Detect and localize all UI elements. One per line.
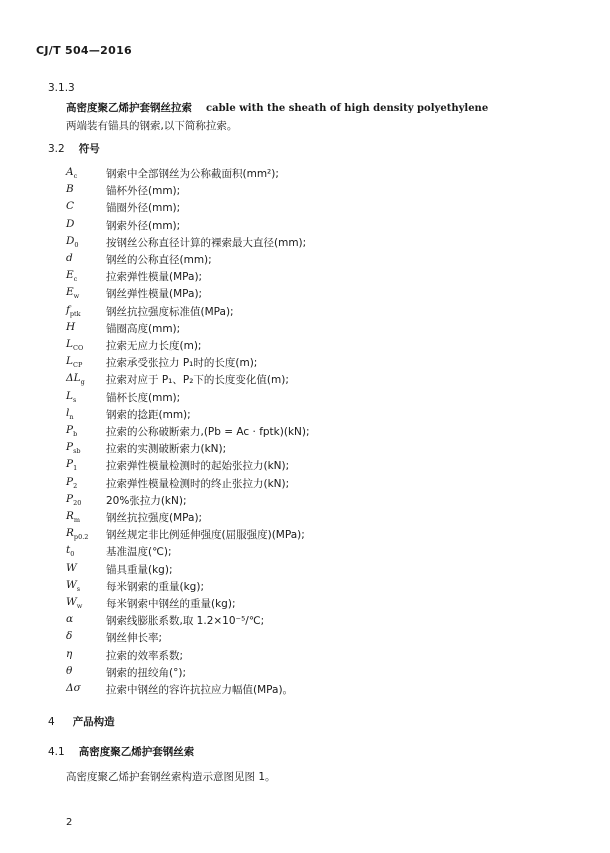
section-heading-4	[48, 714, 115, 729]
symbol-main: R	[66, 527, 74, 540]
symbol-main: W	[66, 578, 77, 591]
section-number: 4	[48, 716, 55, 728]
symbol-subscript: s	[76, 584, 81, 593]
symbol	[66, 321, 106, 335]
symbol	[66, 269, 106, 283]
symbol-description: 锚圈高度(mm);	[106, 322, 181, 335]
symbol-subscript: 20	[73, 498, 82, 507]
section-4-1-text: 高密度聚乙烯护套钢丝索构造示意图见图 1。	[66, 771, 276, 783]
symbol-main: P	[66, 475, 74, 488]
symbol-description: 钢索中全部钢丝为公称截面积(mm²);	[106, 168, 279, 180]
document-header: CJ/T 504—2016	[36, 44, 132, 57]
symbol-description: 拉索的公称破断索力,(Pb = Ac · fptk)(kN);	[106, 426, 310, 438]
symbol-description: 钢索的扭绞角(°);	[106, 666, 186, 679]
symbol-main: D	[66, 234, 75, 247]
symbol-description: 钢丝的公称直径(mm);	[106, 254, 212, 266]
symbol-description: 拉索弹性模量(MPa);	[106, 271, 203, 284]
symbol-subscript: s	[72, 395, 77, 404]
symbol-main: P	[66, 458, 74, 471]
symbol-main: P	[66, 424, 74, 436]
term-heading	[66, 100, 488, 115]
symbol-subscript: CP	[72, 361, 83, 370]
symbol-description: 拉索的实测破断索力(kN);	[106, 443, 227, 456]
symbol-description: 拉索弹性模量检测时的终止张拉力(kN);	[106, 477, 290, 490]
symbol-description: 钢丝规定非比例延伸强度(屈服强度)(MPa);	[106, 529, 305, 542]
term-english: cable with the sheath of high density polyethylene	[206, 103, 489, 114]
symbol	[66, 476, 106, 490]
symbol-subscript: m	[73, 516, 81, 525]
symbol-description: 锚圈外径(mm);	[106, 202, 181, 215]
section-number-3-1-3: 3.1.3	[48, 82, 75, 94]
symbol	[66, 338, 106, 352]
symbol-main: Δσ	[66, 682, 81, 694]
symbol	[66, 458, 106, 472]
symbol	[66, 286, 106, 300]
symbol-description: 钢丝抗拉强度标准值(MPa);	[106, 305, 234, 318]
symbol-main: E	[66, 269, 74, 282]
symbol	[66, 596, 106, 610]
symbol	[66, 355, 106, 369]
symbol-subscript: c	[73, 172, 78, 181]
symbol-description: 锚杯外径(mm);	[106, 185, 181, 198]
symbol-subscript: 2	[73, 481, 78, 490]
symbol-subscript: g	[80, 378, 85, 387]
symbol	[66, 544, 106, 558]
symbol-main: L	[66, 389, 73, 402]
symbol-main: R	[66, 510, 74, 522]
section-heading-4-1	[48, 744, 194, 759]
symbol-main: ΔL	[66, 372, 81, 385]
section-title: 符号	[78, 143, 100, 155]
symbol-description: 拉索对应于 P₁、P₂下的长度变化值(m);	[106, 374, 289, 387]
symbol	[66, 372, 106, 386]
symbol-main: H	[66, 320, 76, 333]
symbol	[66, 218, 106, 232]
symbol	[66, 390, 106, 404]
symbol	[66, 235, 106, 249]
symbol	[66, 579, 106, 593]
symbol	[66, 630, 106, 644]
symbol-subscript: sb	[73, 447, 81, 456]
symbol-description: 钢丝弹性模量(MPa);	[106, 288, 203, 301]
symbol	[66, 510, 106, 524]
symbol-subscript: b	[73, 430, 78, 439]
symbol-subscript: c	[73, 275, 78, 284]
symbol-description: 每米钢索中钢丝的重量(kg);	[106, 598, 236, 610]
symbol-subscript: 0	[74, 240, 79, 249]
symbol-main: l	[66, 406, 70, 419]
symbol-main: A	[66, 166, 74, 178]
symbol-main: C	[66, 200, 75, 213]
symbol-description: 钢丝抗拉强度(MPa);	[106, 512, 203, 524]
symbol-subscript: 0	[70, 550, 75, 559]
symbol-description: 钢索线膨胀系数,取 1.2×10⁻⁵/℃;	[106, 615, 265, 628]
symbol-main: L	[66, 355, 73, 368]
symbol-main: L	[66, 338, 73, 350]
symbol	[66, 493, 106, 507]
symbol-description: 锚具重量(kg);	[106, 563, 173, 576]
symbol-main: D	[66, 217, 75, 230]
symbol-main: P	[66, 441, 74, 454]
symbol-main: B	[66, 183, 74, 196]
symbol-main: α	[66, 613, 74, 626]
symbol-main: E	[66, 286, 74, 299]
symbol	[66, 613, 106, 627]
symbol	[66, 183, 106, 197]
symbol-description: 拉索承受张拉力 P₁时的长度(m);	[106, 357, 258, 370]
symbol	[66, 200, 106, 214]
symbol-main: f	[66, 303, 70, 316]
symbol-subscript: w	[73, 292, 80, 301]
section-title: 产品构造	[72, 716, 115, 728]
symbol-description: 钢索外径(mm);	[106, 219, 181, 232]
section-number: 4.1	[48, 746, 65, 758]
symbol-description: 拉索的效率系数;	[106, 649, 184, 662]
symbol-main: η	[66, 647, 73, 660]
symbol-description: 拉索无应力长度(m);	[106, 340, 202, 352]
symbol-subscript: ptk	[69, 309, 81, 318]
term-chinese: 高密度聚乙烯护套钢丝拉索	[66, 102, 192, 114]
page-number: 2	[66, 817, 73, 828]
symbol-description: 锚杯长度(mm);	[106, 391, 181, 404]
symbol-main: δ	[66, 630, 73, 643]
symbol	[66, 562, 106, 576]
term-definition: 两端装有锚具的钢索,以下简称拉索。	[66, 120, 238, 132]
symbol-description: 钢索的捻距(mm);	[106, 408, 191, 421]
symbol	[66, 424, 106, 438]
symbol-description: 拉索中钢丝的容许抗拉应力幅值(MPa)。	[106, 684, 294, 696]
section-title: 高密度聚乙烯护套钢丝索	[78, 746, 195, 758]
symbol	[66, 527, 106, 541]
section-heading-3-2	[48, 141, 100, 156]
symbol-main: W	[66, 561, 77, 574]
symbol-main: d	[66, 252, 73, 264]
symbol-main: θ	[66, 664, 73, 677]
symbol-description: 钢丝伸长率;	[106, 632, 163, 645]
symbol-subscript: CO	[72, 344, 84, 353]
symbol-description: 20%张拉力(kN);	[106, 494, 187, 507]
symbol	[66, 441, 106, 455]
symbol	[66, 304, 106, 318]
symbol	[66, 682, 106, 696]
symbol	[66, 648, 106, 662]
symbol-subscript: n	[69, 412, 74, 421]
symbol	[66, 407, 106, 421]
symbol-description: 基准温度(℃);	[106, 546, 172, 559]
symbol-main: t	[66, 544, 71, 557]
symbol-description: 按钢丝公称直径计算的裸索最大直径(mm);	[106, 236, 307, 249]
symbol-description: 拉索弹性模量检测时的起始张拉力(kN);	[106, 460, 290, 473]
symbol-main: W	[66, 596, 77, 608]
section-number: 3.2	[48, 143, 65, 155]
symbol	[66, 252, 106, 266]
symbol-main: P	[66, 492, 74, 505]
symbol-subscript: 1	[73, 464, 78, 473]
symbol	[66, 665, 106, 679]
symbol-subscript: w	[76, 602, 83, 611]
symbol-subscript: p0.2	[73, 533, 89, 542]
symbol-description: 每米钢索的重量(kg);	[106, 580, 204, 593]
symbol	[66, 166, 106, 180]
